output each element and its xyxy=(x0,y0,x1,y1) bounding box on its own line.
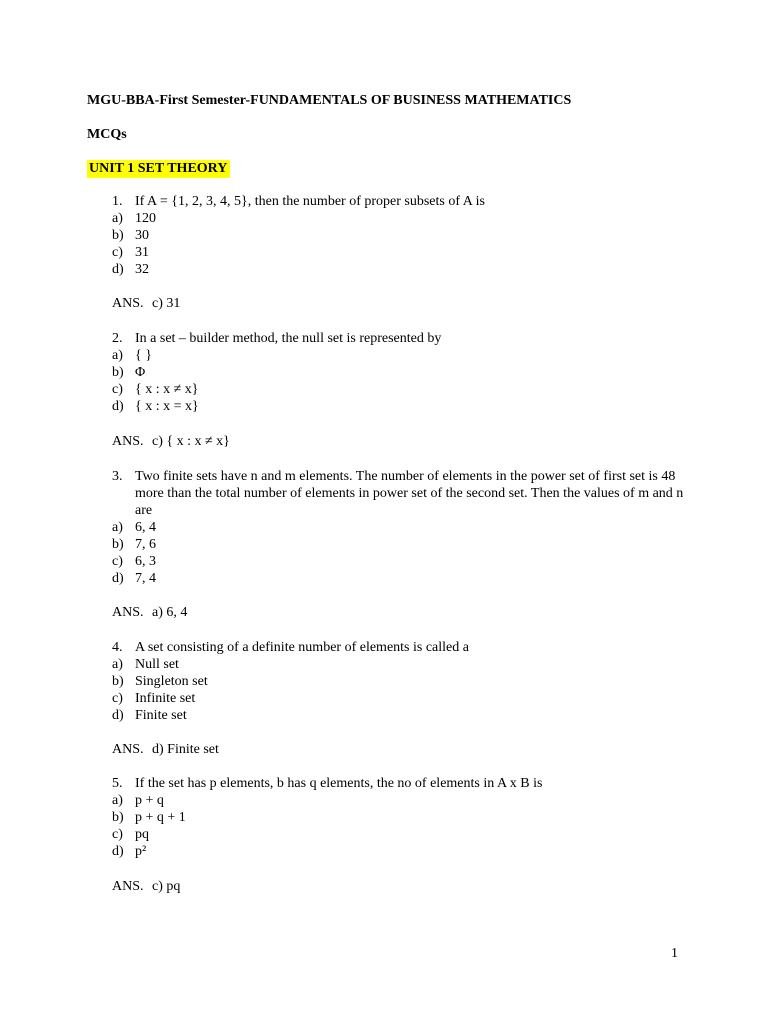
option-text: Null set xyxy=(135,657,179,672)
option-text: 6, 4 xyxy=(135,520,156,535)
option-text: Singleton set xyxy=(135,674,208,689)
option-label: c) xyxy=(112,827,123,842)
option-label: b) xyxy=(112,365,124,380)
answer-text: c) 31 xyxy=(152,296,181,311)
option-d xyxy=(112,261,712,278)
question-text: If the set has p elements, b has q elements, the no of elements in A x B is xyxy=(135,776,543,791)
option-a xyxy=(112,347,712,364)
answer-text: c) { x : x ≠ x} xyxy=(152,434,230,449)
option-c xyxy=(112,826,712,843)
option-label: d) xyxy=(112,844,124,859)
option-text: { x : x ≠ x} xyxy=(135,382,199,397)
option-label: c) xyxy=(112,691,123,706)
unit-heading: UNIT 1 SET THEORY xyxy=(87,160,230,178)
question-4 xyxy=(112,639,712,724)
option-c xyxy=(112,553,684,570)
answer-3 xyxy=(112,604,187,621)
option-label: d) xyxy=(112,571,124,586)
answer-text: d) Finite set xyxy=(152,742,219,757)
question-2 xyxy=(112,330,712,415)
answer-4 xyxy=(112,741,219,758)
option-a xyxy=(112,792,712,809)
option-a xyxy=(112,656,712,673)
answer-label: ANS. xyxy=(112,296,144,311)
question-text: Two finite sets have n and m elements. The number of elements in the power set of first set is 48 more than the total number of elements in power set of the second set. Then the values of m and n are xyxy=(135,469,684,518)
question-stem xyxy=(112,468,684,519)
answer-label: ANS. xyxy=(112,879,144,894)
section-heading: MCQs xyxy=(87,127,127,142)
option-label: a) xyxy=(112,657,123,672)
option-c xyxy=(112,690,712,707)
question-text: If A = {1, 2, 3, 4, 5}, then the number of proper subsets of A is xyxy=(135,194,485,209)
option-text: Φ xyxy=(135,365,146,380)
option-b xyxy=(112,227,712,244)
option-a xyxy=(112,210,712,227)
option-text: 7, 6 xyxy=(135,537,156,552)
question-stem xyxy=(112,775,712,792)
option-text: { } xyxy=(135,348,152,363)
option-text: 31 xyxy=(135,245,149,260)
option-label: d) xyxy=(112,708,124,723)
option-d xyxy=(112,570,684,587)
answer-label: ANS. xyxy=(112,605,144,620)
option-text: Infinite set xyxy=(135,691,196,706)
answer-1 xyxy=(112,295,180,312)
answer-2 xyxy=(112,433,230,450)
page-number: 1 xyxy=(671,946,678,961)
option-text: p + q xyxy=(135,793,164,808)
question-stem xyxy=(112,330,712,347)
option-label: a) xyxy=(112,348,123,363)
question-text: A set consisting of a definite number of elements is called a xyxy=(135,640,469,655)
option-label: c) xyxy=(112,245,123,260)
answer-label: ANS. xyxy=(112,742,144,757)
option-text: pq xyxy=(135,827,149,842)
option-text: 32 xyxy=(135,262,149,277)
option-text: 120 xyxy=(135,211,156,226)
option-a xyxy=(112,519,684,536)
question-stem xyxy=(112,639,712,656)
option-text: p + q + 1 xyxy=(135,810,186,825)
question-text: In a set – builder method, the null set is represented by xyxy=(135,331,442,346)
question-5 xyxy=(112,775,712,860)
option-b xyxy=(112,673,712,690)
answer-label: ANS. xyxy=(112,434,144,449)
option-text: { x : x = x} xyxy=(135,399,199,414)
document-title: MGU-BBA-First Semester-FUNDAMENTALS OF BUSINESS MATHEMATICS xyxy=(87,93,572,108)
question-number: 3. xyxy=(112,469,123,484)
option-label: b) xyxy=(112,810,124,825)
option-d xyxy=(112,398,712,415)
question-stem xyxy=(112,193,712,210)
option-label: b) xyxy=(112,228,124,243)
answer-5 xyxy=(112,878,180,895)
option-text: p² xyxy=(135,844,147,859)
option-c xyxy=(112,244,712,261)
option-label: b) xyxy=(112,674,124,689)
option-label: d) xyxy=(112,262,124,277)
option-label: a) xyxy=(112,211,123,226)
option-text: 6, 3 xyxy=(135,554,156,569)
option-c xyxy=(112,381,712,398)
option-label: d) xyxy=(112,399,124,414)
question-1 xyxy=(112,193,712,278)
option-b xyxy=(112,809,712,826)
option-label: b) xyxy=(112,537,124,552)
question-3 xyxy=(112,468,684,587)
question-number: 4. xyxy=(112,640,123,655)
option-text: Finite set xyxy=(135,708,187,723)
question-number: 1. xyxy=(112,194,123,209)
option-label: a) xyxy=(112,520,123,535)
answer-text: c) pq xyxy=(152,879,181,894)
option-b xyxy=(112,364,712,381)
option-b xyxy=(112,536,684,553)
question-number: 5. xyxy=(112,776,123,791)
option-text: 7, 4 xyxy=(135,571,156,586)
option-text: 30 xyxy=(135,228,149,243)
option-label: c) xyxy=(112,382,123,397)
option-d xyxy=(112,707,712,724)
option-label: c) xyxy=(112,554,123,569)
option-label: a) xyxy=(112,793,123,808)
answer-text: a) 6, 4 xyxy=(152,605,188,620)
option-d xyxy=(112,843,712,860)
question-number: 2. xyxy=(112,331,123,346)
